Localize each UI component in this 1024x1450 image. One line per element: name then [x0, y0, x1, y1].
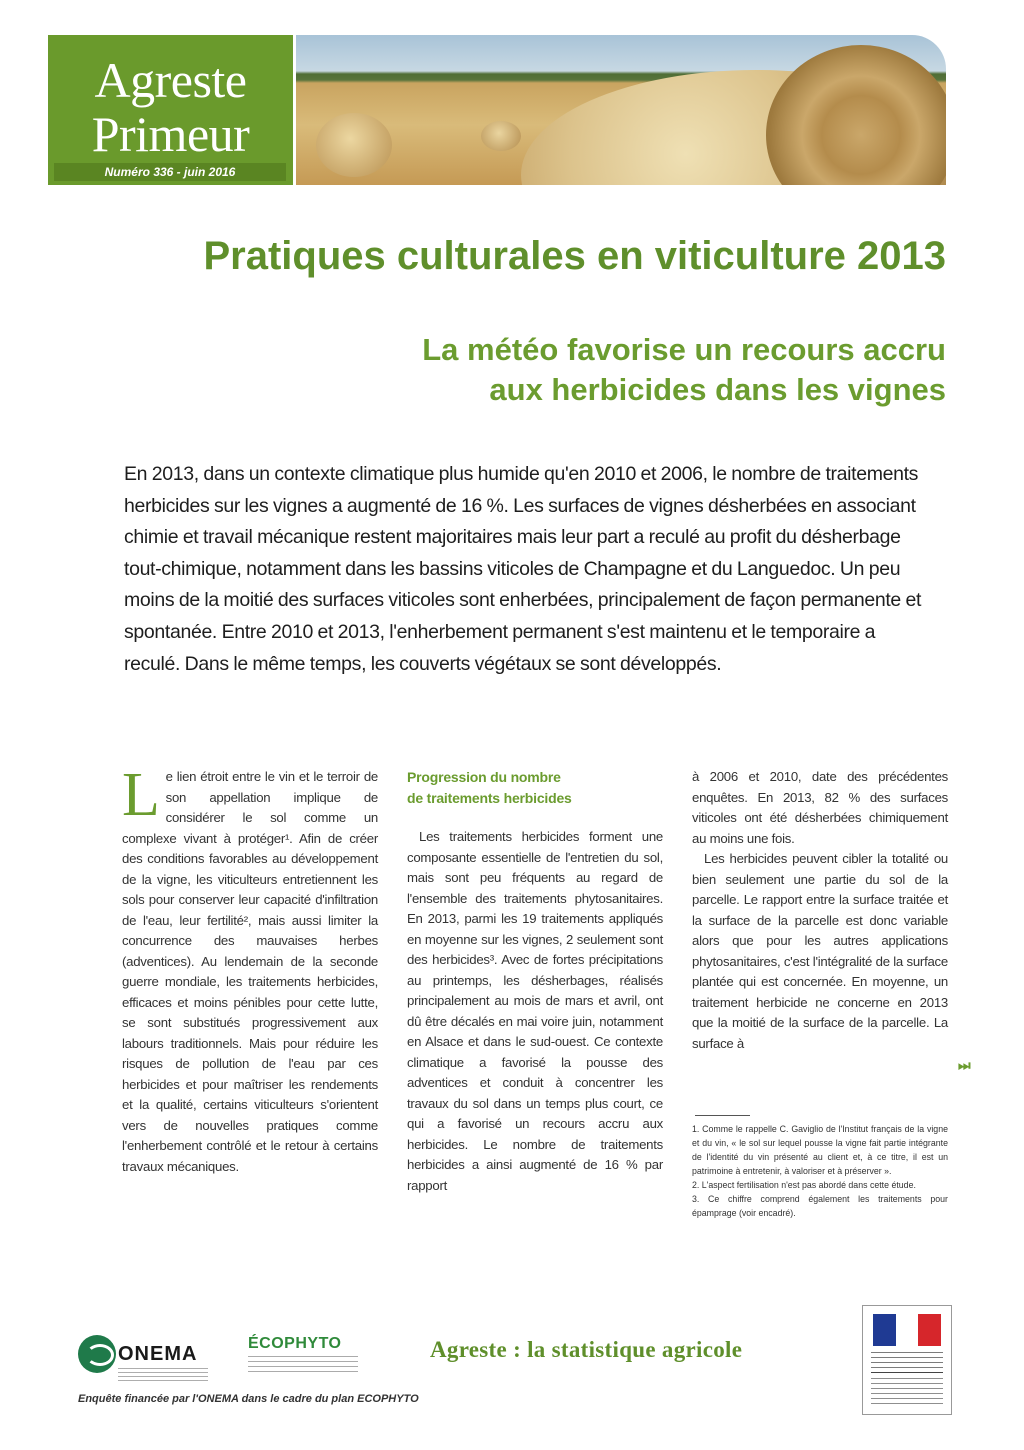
next-page-icon[interactable]: ⏭: [958, 1057, 968, 1073]
footnote-3: 3. Ce chiffre comprend également les traitements pour épamprage (voir encadré).: [692, 1194, 948, 1218]
section-heading: [407, 767, 663, 808]
onema-wordmark: ONEMA: [118, 1343, 198, 1365]
column-3-text-1: à 2006 et 2010, date des précédentes enquêtes. En 2013, 82 % des surfaces viticoles ont été désherbées chimiquement au moins une fois.: [692, 769, 948, 846]
masthead-logo: [48, 35, 293, 185]
section-heading-line-2: de traitements herbicides: [407, 789, 572, 806]
hay-bale-photo: [296, 35, 946, 185]
hay-bale-face: [766, 45, 946, 185]
french-flag-icon: [873, 1314, 941, 1346]
footer-tagline: Agreste : la statistique agricole: [430, 1337, 743, 1362]
footnote-divider: [695, 1115, 750, 1116]
page-subtitle: [200, 330, 946, 410]
subtitle-line-2: aux herbicides dans les vignes: [489, 372, 946, 407]
page-title: Pratiques culturales en viticulture 2013: [203, 234, 946, 278]
hay-bale-shape: [481, 121, 521, 151]
ministry-logo: [862, 1305, 952, 1415]
drop-cap: L: [122, 761, 160, 829]
body-column-3: [692, 767, 948, 1054]
subtitle-line-1: La météo favorise un recours accru: [422, 332, 946, 367]
section-heading-line-1: Progression du nombre: [407, 769, 561, 785]
masthead-word-agreste: Agreste: [94, 52, 247, 108]
column-1-text: e lien étroit entre le vin et le terroir de son appellation implique de considérer le sol comme un complexe vivant à protéger¹. Afin de créer des conditions favorables au développement de la vigne, les viticulteurs entretiennent les sols pour conserver leur capacité d'infiltration de l'eau, leur fertilité², mais aussi limiter la concurrence des mauvaises herbes (adventices). Au lendemain de la seconde guerre mondiale, les traitements herbicides, efficaces et moins pénibles pour cette lutte, se sont substitués progressivement aux labours traditionnels. Mais pour réduire les risques de pollution de l'eau par ces herbicides et pour maîtriser les rendements et la qualité, certains viticulteurs s'orientent vers de nouvelles pratiques comme l'enherbement contrôlé et le retour à certains travaux mécaniques.: [122, 769, 378, 1174]
onema-emblem-icon: [78, 1335, 116, 1373]
onema-tagline-lines: [118, 1368, 208, 1382]
lead-paragraph: En 2013, dans un contexte climatique plus humide qu'en 2010 et 2006, le nombre de traitements herbicides sur les vignes a augmenté de 16 %. Les surfaces de vignes désherbées en associant chimie et travail mécanique restent majoritaires mais leur part a reculé au profit du désherbage tout-chimique, notamment dans les bassins viticoles de Champagne et du Languedoc. Un peu moins de la moitié des surfaces viticoles sont enherbées, principalement de façon permanente et spontanée. Entre 2010 et 2013, l'enherbement permanent s'est maintenu et le temporaire a reculé. Dans le même temps, les couverts végétaux se sont développés.: [124, 463, 922, 675]
body-column-1: [122, 761, 378, 1177]
footnotes: [692, 1122, 948, 1220]
republic-motto-lines: [871, 1352, 943, 1368]
footnote-2: 2. L'aspect fertilisation n'est pas abordé dans cette étude.: [692, 1180, 916, 1190]
ecophyto-tagline-lines: [248, 1356, 358, 1374]
ecophyto-wordmark: ÉCOPHYTO: [248, 1335, 342, 1352]
body-column-2: [407, 767, 663, 1196]
ministry-divider: [871, 1372, 943, 1373]
footnote-1: 1. Comme le rappelle C. Gaviglio de l'Institut français de la vigne et du vin, « le sol sur lequel pousse la vigne fait partie intégrante de l'identité du vin présenté au client et, à ce titre, il est un patrimoine à entretenir, à valoriser et à préserver ».: [692, 1124, 948, 1176]
issue-number: Numéro 336 - juin 2016: [54, 163, 286, 181]
hay-bale-shape: [316, 113, 392, 177]
funding-note: Enquête financée par l'ONEMA dans le cadre du plan ECOPHYTO: [78, 1393, 419, 1405]
column-3-text-2: Les herbicides peuvent cibler la totalité ou bien seulement une partie du sol de la parcelle. Le rapport entre la surface traitée et la surface de la parcelle est donc variable alors que pour les autres applications phytosanitaires, c'est l'intégralité de la surface plantée qui est concernée. En moyenne, un traitement herbicide ne concerne en 2013 que la moitié de la surface de la parcelle. La surface à: [692, 851, 948, 1051]
onema-logo: [78, 1335, 218, 1385]
masthead-word-primeur: Primeur: [91, 106, 250, 162]
column-2-text: Les traitements herbicides forment une composante essentielle de l'entretien du sol, mais sont peu fréquents au regard de l'ensemble des traitements phytosanitaires. En 2013, parmi les 19 traitements appliqués en moyenne sur les vignes, 2 seulement sont des herbicides³. Avec de fortes précipitations au printemps, les désherbages, réalisés principalement au mois de mars et avril, ont dû être décalés en mai voire juin, notamment en Alsace et dans le sud-ouest. Ce contexte climatique a favorisé la pousse des adventices et conduit à concentrer les travaux du sol dans un temps plus court, ce qui a favorisé un recours accru aux herbicides. Le nombre de traitements herbicides a ainsi augmenté de 16 % par rapport: [407, 829, 663, 1193]
ministry-name-lines: [871, 1378, 943, 1406]
ecophyto-logo: [248, 1335, 360, 1380]
